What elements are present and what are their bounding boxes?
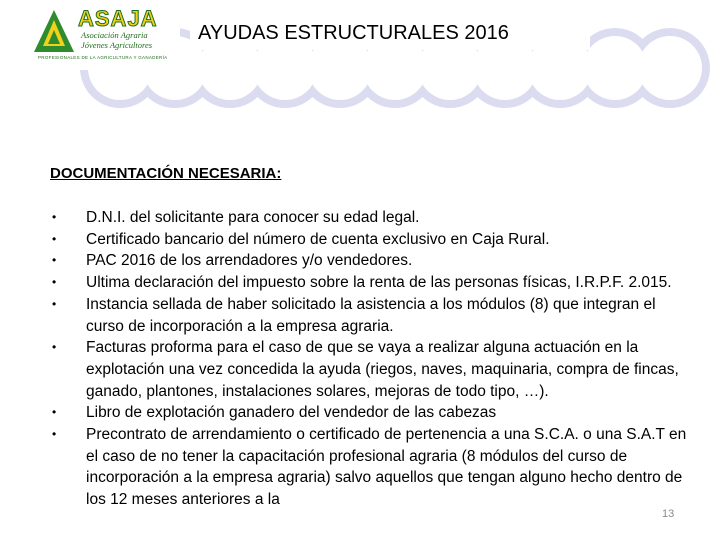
list-item: • D.N.I. del solicitante para conocer su edad legal.	[50, 207, 690, 229]
logo-leaf-icon	[34, 8, 76, 54]
list-item: • Instancia sellada de haber solicitado la asistencia a los módulos (8) que integran el curso de incorporación a la empresa agraria.	[50, 294, 690, 337]
section-heading: DOCUMENTACIÓN NECESARIA:	[50, 165, 282, 182]
asaja-logo	[34, 6, 170, 64]
logo-name: ASAJA	[78, 6, 158, 31]
slide-title: AYUDAS ESTRUCTURALES 2016	[198, 22, 509, 44]
document-list	[50, 207, 690, 511]
logo-subtitle-2: Jóvenes Agricultores	[81, 40, 153, 50]
list-item: • Certificado bancario del número de cuenta exclusivo en Caja Rural.	[50, 229, 690, 251]
page-number: 13	[662, 508, 675, 520]
logo-subtitle-1: Asociación Agraria	[81, 30, 148, 40]
list-item: • Ultima declaración del impuesto sobre la renta de las personas físicas, I.R.P.F. 2.015.	[50, 272, 690, 294]
list-item: • Libro de explotación ganadero del vendedor de las cabezas	[50, 402, 690, 424]
list-item: • PAC 2016 de los arrendadores y/o vendedores.	[50, 250, 690, 272]
logo-tagline: PROFESIONALES DE LA AGRICULTURA Y GANADERÍA	[38, 55, 168, 60]
list-item: • Precontrato de arrendamiento o certificado de pertenencia a una S.C.A. o una S.A.T en el caso de no tener la capacitación profesional agraria (8 módulos del curso de incorporación a la empresa agraria) salvo aquellos que tengan alguno hecho dentro de los 12 meses anteriores a la	[50, 424, 690, 511]
list-item: • Facturas proforma para el caso de que se vaya a realizar alguna actuación en la explotación una vez concedida la ayuda (riegos, naves, maquinaria, compra de fincas, ganado, plantones, instalaciones solares, mejoras de todo tipo, …).	[50, 337, 690, 402]
